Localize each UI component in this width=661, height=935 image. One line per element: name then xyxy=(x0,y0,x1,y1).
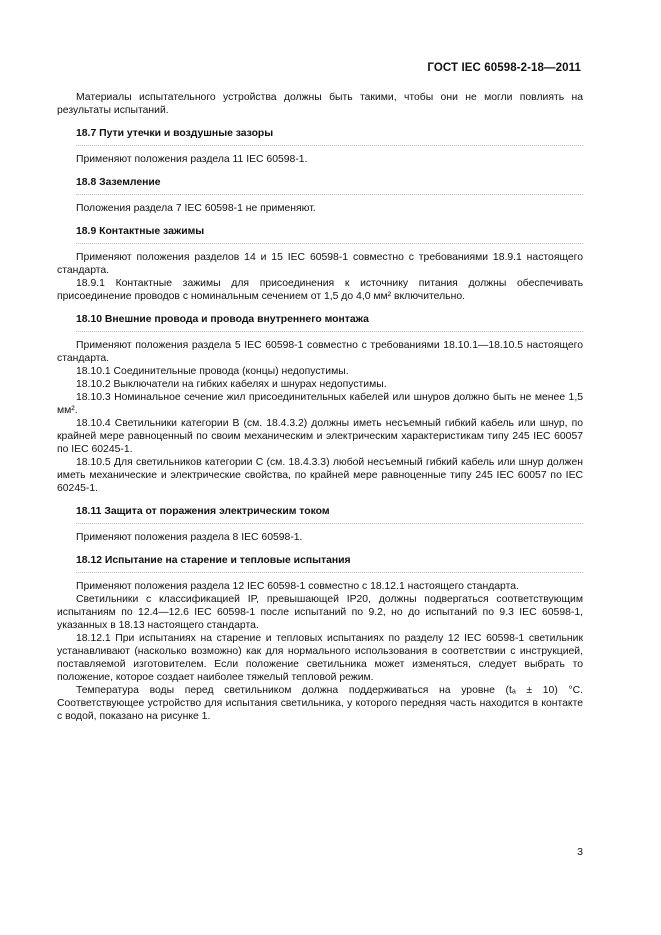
page-number: 3 xyxy=(577,846,583,858)
section-heading: 18.9 Контактные зажимы xyxy=(76,225,583,244)
paragraph: 18.10.4 Светильники категории В (см. 18.4.3.2) должны иметь несъемный гибкий кабель или шнур, по крайней мере равноценный по своим механическим и электрическим характеристикам типу 245 IEC 60057 по IEC 60245-1. xyxy=(57,418,583,455)
paragraph: 18.10.2 Выключатели на гибких кабелях и шнурах недопустимы. xyxy=(76,379,387,390)
section-18-7 xyxy=(57,127,583,166)
paragraph: Применяют положения раздела 11 IEC 60598-1. xyxy=(76,154,308,165)
paragraph: Положения раздела 7 IEC 60598-1 не применяют. xyxy=(76,203,316,214)
paragraph: Применяют положения раздела 8 IEC 60598-1. xyxy=(76,532,303,543)
section-18-9 xyxy=(57,225,583,303)
paragraph: 18.9.1 Контактные зажимы для присоединения к источнику питания должны обеспечивать присоединение проводов с номинальным сечением от 1,5 до 4,0 мм² включительно. xyxy=(57,278,583,302)
paragraph: 18.10.1 Соединительные провода (концы) недопустимы. xyxy=(76,366,349,377)
document-body xyxy=(57,91,583,723)
paragraph: Применяют положения раздела 12 IEC 60598-1 совместно с 18.12.1 настоящего стандарта. xyxy=(76,581,519,592)
paragraph: 18.10.5 Для светильников категории С (см. 18.4.3.3) любой несъемный гибкий кабель или шнур должен иметь механические и электрические свойства, по крайней мере равноценные типу 245 IEC 60057 по IEC 60245-1. xyxy=(57,457,583,494)
paragraph: 18.12.1 При испытаниях на старение и тепловых испытаниях по разделу 12 IEC 60598-1 светильник устанавливают (насколько возможно) как для нормального использования в соответствии с инструкцией, поставляемой изготовителем. Если положение светильника может изменяться, следует выбрать то положение, которое создает наиболее тяжелый тепловой режим. xyxy=(57,633,583,683)
paragraph: Применяют положения раздела 5 IEC 60598-1 совместно с требованиями 18.10.1—18.10.5 настоящего стандарта. xyxy=(57,340,583,364)
section-heading: 18.7 Пути утечки и воздушные зазоры xyxy=(76,127,583,146)
section-heading: 18.11 Защита от поражения электрическим током xyxy=(76,505,583,524)
section-heading: 18.12 Испытание на старение и тепловые испытания xyxy=(76,554,583,573)
document-header: ГОСТ IEC 60598-2-18—2011 xyxy=(427,62,581,74)
section-18-12 xyxy=(57,554,583,723)
paragraph: Температура воды перед светильником должна поддерживаться на уровне (tₐ ± 10) °С. Соответствующее устройство для испытания светильника, у которого передняя часть находится в контакте с водой, показано на рисунке 1. xyxy=(57,685,583,722)
paragraph: Применяют положения разделов 14 и 15 IEC 60598-1 совместно с требованиями 18.9.1 настоящего стандарта. xyxy=(57,252,583,276)
section-heading: 18.8 Заземление xyxy=(76,176,583,195)
intro-paragraph: Материалы испытательного устройства должны быть такими, чтобы они не могли повлиять на результаты испытаний. xyxy=(57,92,583,116)
section-18-10 xyxy=(57,313,583,495)
section-18-11 xyxy=(57,505,583,544)
section-heading: 18.10 Внешние провода и провода внутреннего монтажа xyxy=(76,313,583,332)
paragraph: 18.10.3 Номинальное сечение жил присоединительных кабелей или шнуров должно быть не менее 1,5 мм². xyxy=(57,392,583,416)
paragraph: Светильники с классификацией IP, превышающей IP20, должны подвергаться соответствующим испытаниям по 12.4—12.6 IEC 60598-1 после испытаний по 9.2, но до испытаний по 9.3 IEC 60598-1, указанных в 18.13 настоящего стандарта. xyxy=(57,594,583,631)
section-18-8 xyxy=(57,176,583,215)
